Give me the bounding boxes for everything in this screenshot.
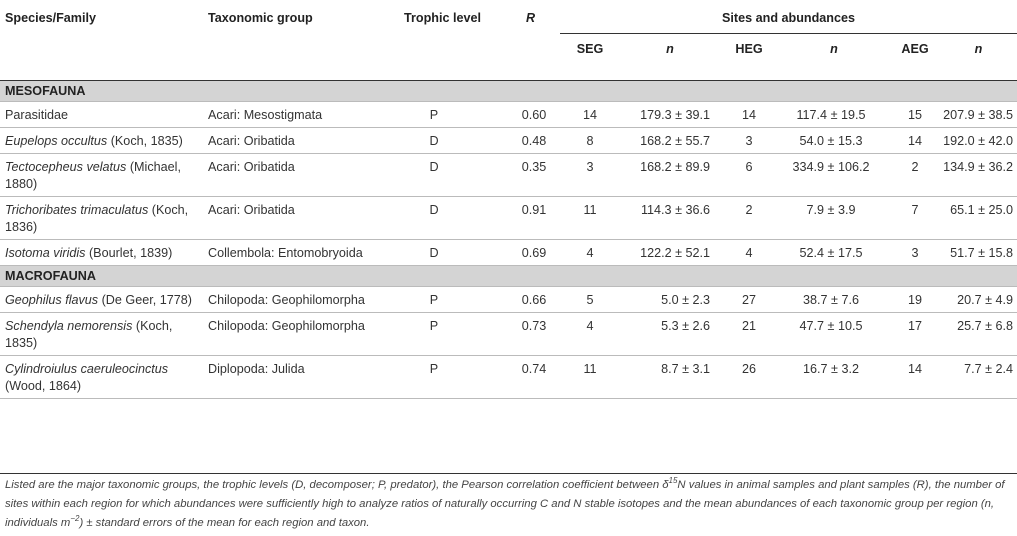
cell-species bbox=[0, 287, 198, 313]
cell-aeg-abundance: 192.0 ± 42.0 bbox=[940, 128, 1017, 154]
species-authority: (Koch, 1835) bbox=[5, 319, 173, 350]
table-row bbox=[0, 356, 1017, 399]
species-authority: (Wood, 1864) bbox=[5, 379, 82, 393]
footnote-sup2: −2 bbox=[70, 514, 80, 524]
cell-heg-abundance: 7.9 ± 3.9 bbox=[778, 197, 890, 240]
cell-species bbox=[0, 240, 198, 266]
cell-species bbox=[0, 154, 198, 197]
section-label-mesofauna: MESOFAUNA bbox=[0, 81, 1017, 102]
species-scientific-name: Trichoribates trimaculatus bbox=[5, 203, 149, 217]
table-footnote bbox=[5, 476, 1013, 533]
species-scientific-name: Cylindroiulus caeruleocinctus bbox=[5, 362, 169, 376]
cell-taxonomic-group: Chilopoda: Geophilomorpha bbox=[198, 287, 398, 313]
table-body bbox=[0, 81, 1017, 399]
species-authority: (De Geer, 1778) bbox=[98, 293, 192, 307]
cell-heg-sites: 27 bbox=[720, 287, 778, 313]
cell-r: 0.48 bbox=[508, 128, 560, 154]
cell-seg-sites: 5 bbox=[560, 287, 620, 313]
section-row-macrofauna bbox=[0, 266, 1017, 287]
table-row bbox=[0, 128, 1017, 154]
cell-seg-abundance: 122.2 ± 52.1 bbox=[620, 240, 720, 266]
cell-seg-sites: 4 bbox=[560, 313, 620, 356]
header-seg: SEG bbox=[576, 42, 604, 56]
cell-species bbox=[0, 197, 198, 240]
footnote-sup1: 15 bbox=[668, 476, 678, 486]
cell-r: 0.91 bbox=[508, 197, 560, 240]
species-authority: (Koch, 1836) bbox=[5, 203, 189, 234]
cell-seg-abundance: 179.3 ± 39.1 bbox=[620, 102, 720, 128]
cell-species bbox=[0, 102, 198, 128]
header-sites-abundances: Sites and abundances bbox=[560, 0, 1017, 34]
header-r: R bbox=[526, 11, 536, 25]
species-scientific-name: Isotoma viridis bbox=[5, 246, 86, 260]
cell-aeg-abundance: 7.7 ± 2.4 bbox=[940, 356, 1017, 399]
footnote-part3: ) ± standard errors of the mean for each region and taxon. bbox=[79, 517, 370, 529]
species-scientific-name: Tectocepheus velatus bbox=[5, 160, 127, 174]
cell-aeg-abundance: 20.7 ± 4.9 bbox=[940, 287, 1017, 313]
cell-seg-abundance: 5.3 ± 2.6 bbox=[620, 313, 720, 356]
cell-heg-sites: 14 bbox=[720, 102, 778, 128]
table-bottom-rule bbox=[0, 473, 1017, 474]
cell-seg-abundance: 168.2 ± 89.9 bbox=[620, 154, 720, 197]
cell-heg-sites: 2 bbox=[720, 197, 778, 240]
cell-aeg-abundance: 134.9 ± 36.2 bbox=[940, 154, 1017, 197]
header-trophic-level: Trophic level bbox=[404, 11, 481, 25]
cell-r: 0.35 bbox=[508, 154, 560, 197]
cell-r: 0.74 bbox=[508, 356, 560, 399]
cell-heg-sites: 21 bbox=[720, 313, 778, 356]
cell-heg-sites: 6 bbox=[720, 154, 778, 197]
cell-trophic-level: P bbox=[398, 356, 508, 399]
cell-trophic-level: P bbox=[398, 313, 508, 356]
header-species: Species/Family bbox=[5, 11, 97, 25]
cell-taxonomic-group: Acari: Oribatida bbox=[198, 154, 398, 197]
cell-aeg-sites: 17 bbox=[890, 313, 940, 356]
cell-heg-abundance: 117.4 ± 19.5 bbox=[778, 102, 890, 128]
table-row bbox=[0, 287, 1017, 313]
cell-seg-sites: 14 bbox=[560, 102, 620, 128]
header-taxonomic-group: Taxonomic group bbox=[208, 11, 313, 25]
species-scientific-name: Geophilus flavus bbox=[5, 293, 99, 307]
header-n-heg: n bbox=[830, 42, 838, 56]
header-row-2 bbox=[0, 34, 1017, 67]
table-row bbox=[0, 102, 1017, 128]
cell-taxonomic-group: Acari: Mesostigmata bbox=[198, 102, 398, 128]
cell-aeg-abundance: 65.1 ± 25.0 bbox=[940, 197, 1017, 240]
cell-heg-abundance: 38.7 ± 7.6 bbox=[778, 287, 890, 313]
section-row-mesofauna bbox=[0, 81, 1017, 102]
cell-species bbox=[0, 356, 198, 399]
cell-seg-abundance: 114.3 ± 36.6 bbox=[620, 197, 720, 240]
cell-seg-abundance: 168.2 ± 55.7 bbox=[620, 128, 720, 154]
cell-species bbox=[0, 313, 198, 356]
cell-trophic-level: D bbox=[398, 128, 508, 154]
cell-r: 0.60 bbox=[508, 102, 560, 128]
cell-heg-sites: 4 bbox=[720, 240, 778, 266]
section-label-macrofauna: MACROFAUNA bbox=[0, 266, 1017, 287]
cell-heg-abundance: 334.9 ± 106.2 bbox=[778, 154, 890, 197]
cell-species bbox=[0, 128, 198, 154]
cell-aeg-abundance: 51.7 ± 15.8 bbox=[940, 240, 1017, 266]
cell-heg-sites: 26 bbox=[720, 356, 778, 399]
cell-seg-sites: 3 bbox=[560, 154, 620, 197]
species-authority: (Michael, 1880) bbox=[5, 160, 181, 191]
cell-seg-abundance: 8.7 ± 3.1 bbox=[620, 356, 720, 399]
header-row-1 bbox=[0, 0, 1017, 34]
cell-trophic-level: P bbox=[398, 287, 508, 313]
header-heg: HEG bbox=[735, 42, 763, 56]
species-scientific-name: Schendyla nemorensis bbox=[5, 319, 133, 333]
cell-r: 0.66 bbox=[508, 287, 560, 313]
cell-seg-sites: 4 bbox=[560, 240, 620, 266]
footnote-part2: N values in animal samples and plant samples (R), the number of sites within each region for which abundances were sufficiently high to analyze ratios of naturally occurring C and N stable isotopes and the mean abundances of each taxonomic group per region (n, individuals m bbox=[5, 479, 1005, 529]
table-row bbox=[0, 197, 1017, 240]
table-row bbox=[0, 313, 1017, 356]
cell-seg-sites: 8 bbox=[560, 128, 620, 154]
cell-aeg-sites: 15 bbox=[890, 102, 940, 128]
cell-trophic-level: D bbox=[398, 197, 508, 240]
footnote-part1: Listed are the major taxonomic groups, the trophic levels (D, decomposer; P, predator), the Pearson correlation coefficient between δ bbox=[5, 479, 669, 491]
cell-taxonomic-group: Acari: Oribatida bbox=[198, 197, 398, 240]
header-rule bbox=[0, 66, 1017, 81]
cell-heg-abundance: 52.4 ± 17.5 bbox=[778, 240, 890, 266]
cell-aeg-abundance: 207.9 ± 38.5 bbox=[940, 102, 1017, 128]
cell-seg-sites: 11 bbox=[560, 197, 620, 240]
cell-aeg-sites: 14 bbox=[890, 356, 940, 399]
cell-trophic-level: P bbox=[398, 102, 508, 128]
cell-trophic-level: D bbox=[398, 240, 508, 266]
cell-aeg-sites: 7 bbox=[890, 197, 940, 240]
species-authority: (Bourlet, 1839) bbox=[85, 246, 173, 260]
cell-r: 0.69 bbox=[508, 240, 560, 266]
cell-seg-sites: 11 bbox=[560, 356, 620, 399]
cell-aeg-sites: 2 bbox=[890, 154, 940, 197]
cell-aeg-sites: 19 bbox=[890, 287, 940, 313]
cell-heg-abundance: 16.7 ± 3.2 bbox=[778, 356, 890, 399]
cell-heg-sites: 3 bbox=[720, 128, 778, 154]
header-aeg: AEG bbox=[901, 42, 929, 56]
cell-taxonomic-group: Collembola: Entomobryoida bbox=[198, 240, 398, 266]
cell-taxonomic-group: Chilopoda: Geophilomorpha bbox=[198, 313, 398, 356]
cell-r: 0.73 bbox=[508, 313, 560, 356]
species-authority: Parasitidae bbox=[5, 108, 69, 122]
cell-trophic-level: D bbox=[398, 154, 508, 197]
table-row bbox=[0, 240, 1017, 266]
species-authority: (Koch, 1835) bbox=[107, 134, 183, 148]
cell-heg-abundance: 54.0 ± 15.3 bbox=[778, 128, 890, 154]
cell-aeg-sites: 14 bbox=[890, 128, 940, 154]
cell-taxonomic-group: Diplopoda: Julida bbox=[198, 356, 398, 399]
species-scientific-name: Eupelops occultus bbox=[5, 134, 108, 148]
header-n-aeg: n bbox=[974, 42, 983, 56]
table-row bbox=[0, 154, 1017, 197]
cell-seg-abundance: 5.0 ± 2.3 bbox=[620, 287, 720, 313]
cell-taxonomic-group: Acari: Oribatida bbox=[198, 128, 398, 154]
header-spacer bbox=[0, 34, 560, 67]
header-n-seg: n bbox=[666, 42, 674, 56]
cell-aeg-abundance: 25.7 ± 6.8 bbox=[940, 313, 1017, 356]
cell-heg-abundance: 47.7 ± 10.5 bbox=[778, 313, 890, 356]
cell-aeg-sites: 3 bbox=[890, 240, 940, 266]
